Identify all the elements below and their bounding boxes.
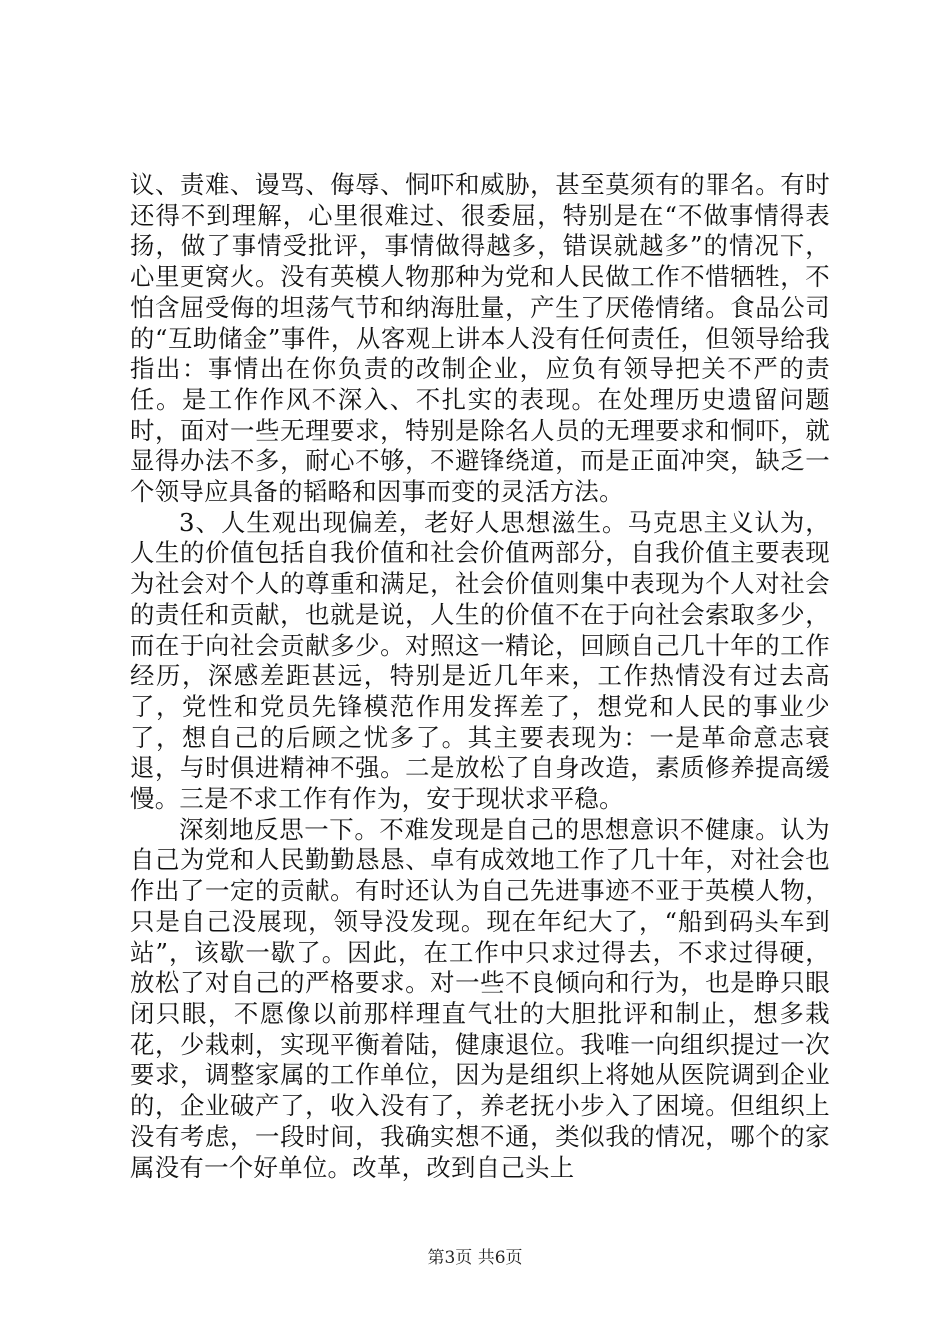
paragraph-2: 3、人生观出现偏差，老好人思想滋生。马克思主义认为，人生的价值包括自我价值和社会价值两部分，自我价值主要表现为社会对个人的尊重和满足，社会价值则集中表现为个人对社会的责任和贡献，也就是说，人生的价值不在于向社会索取多少，而在于向社会贡献多少。对照这一精论，回顾自己几十年的工作经历，深感差距甚远，特别是近几年来，工作热情没有过去高了，党性和党员先锋模范作用发挥差了，想党和人民的事业少了，想自己的后顾之忧多了。其主要表现为：一是革命意志衰退，与时俱进精神不强。二是放松了自身改造，素质修养提高缓慢。三是不求工作有作为，安于现状求平稳。 xyxy=(130,507,830,814)
paragraph-1: 议、责难、谩骂、侮辱、恫吓和威胁，甚至莫须有的罪名。有时还得不到理解，心里很难过、很委屈，特别是在“不做事情得表扬，做了事情受批评，事情做得越多，错误就越多”的情况下，心里更窝火。没有英模人物那种为党和人民做工作不惜牺牲，不怕含屈受侮的坦荡气节和纳海肚量，产生了厌倦情绪。食品公司的“互助储金”事件，从客观上讲本人没有任何责任，但领导给我指出：事情出在你负责的改制企业，应负有领导把关不严的责任。是工作作风不深入、不扎实的表现。在处理历史遗留问题时，面对一些无理要求，特别是除名人员的无理要求和恫吓，就显得办法不多，耐心不够，不避锋绕道，而是正面冲突，缺乏一个领导应具备的韬略和因事而变的灵活方法。 xyxy=(130,170,830,507)
document-body xyxy=(130,170,830,1183)
page-number-footer: 第3页 共6页 xyxy=(427,1248,523,1268)
paragraph-3: 深刻地反思一下。不难发现是自己的思想意识不健康。认为自己为党和人民勤勤恳恳、卓有成效地工作了几十年，对社会也作出了一定的贡献。有时还认为自己先进事迹不亚于英模人物，只是自己没展现，领导没发现。现在年纪大了，“船到码头车到站”，该歇一歇了。因此，在工作中只求过得去，不求过得硬，放松了对自己的严格要求。对一些不良倾向和行为，也是睁只眼闭只眼，不愿像以前那样理直气壮的大胆批评和制止，想多栽花，少栽刺，实现平衡着陆，健康退位。我唯一向组织提过一次要求，调整家属的工作单位，因为是组织上将她从医院调到企业的，企业破产了，收入没有了，养老抚小步入了困境。但组织上没有考虑，一段时间，我确实想不通，类似我的情况，哪个的家属没有一个好单位。改革，改到自己头上 xyxy=(130,814,830,1182)
